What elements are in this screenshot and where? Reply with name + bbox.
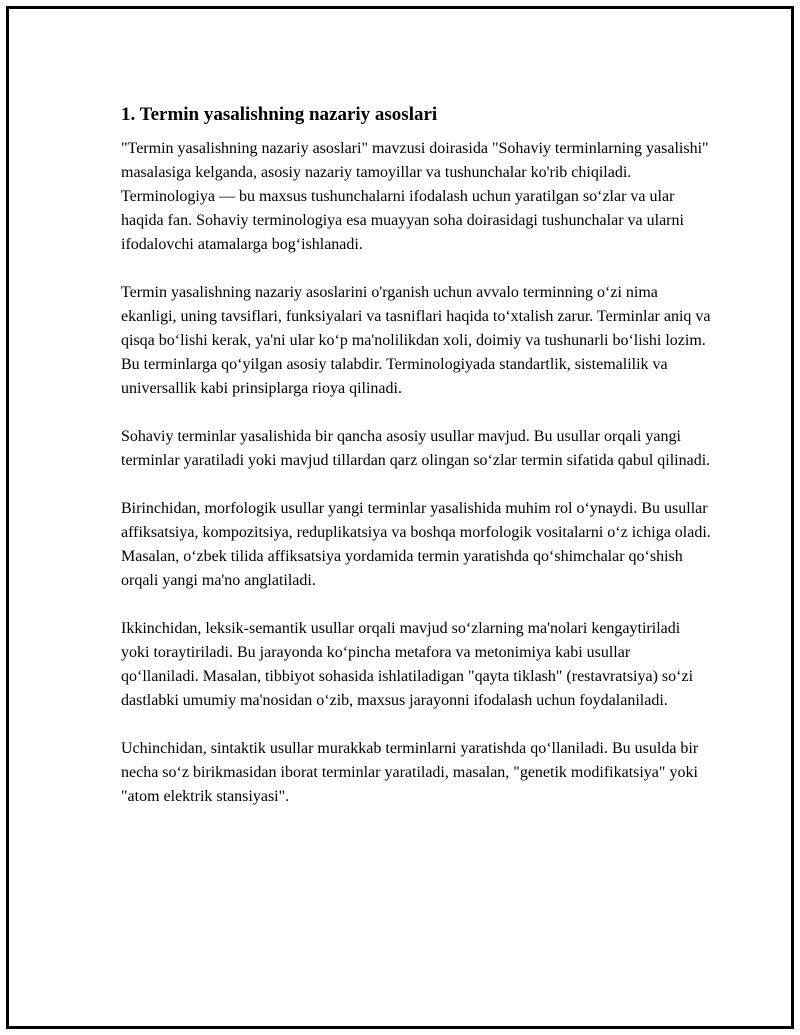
page-frame bbox=[6, 6, 794, 1029]
paragraph-methods: Sohaviy terminlar yasalishida bir qancha asosiy usullar mavjud. Bu usullar orqali yangi terminlar yaratiladi yoki mavjud tillardan qarz olingan so‘zlar termin sifatida qabul qilinadi. bbox=[121, 428, 711, 469]
paragraph-lexical-semantic: Ikkinchidan, leksik-semantik usullar orqali mavjud so‘zlarning ma'nolari kengaytiriladi yoki toraytiriladi. Bu jarayonda ko‘pincha metafora va metonimiya kabi usullar qo‘llaniladi. Masalan, tibbiyot sohasida ishlatiladigan "qayta tiklash" (restavratsiya) so‘zi dastlabki umumiy ma'nosidan o‘zib, maxsus jarayonni ifodalash uchun foydalaniladi. bbox=[121, 620, 694, 709]
paragraph-syntactic: Uchinchidan, sintaktik usullar murakkab terminlarni yaratishda qo‘llaniladi. Bu usulda bir necha so‘z birikmasidan iborat terminlar yaratiladi, masalan, "genetik modifikatsiya" yoki "atom elektrik stansiyasi". bbox=[121, 740, 699, 805]
paragraph-theory: Termin yasalishning nazariy asoslarini o'rganish uchun avvalo terminning o‘zi nima ekanligi, uning tavsiflari, funksiyalari va tasniflari haqida to‘xtalish zarur. Terminlar aniq va qisqa bo‘lishi kerak, ya'ni ular ko‘p ma'nolilikdan xoli, doimiy va tushunarli bo‘lishi lozim. Bu terminlarga qo‘yilgan asosiy talabdir. Terminologiyada standartlik, sistemalilik va universallik kabi prinsiplarga rioya qilinadi. bbox=[121, 284, 711, 397]
page-title: 1. Termin yasalishning nazariy asoslari bbox=[121, 104, 438, 125]
paragraph-morphological: Birinchidan, morfologik usullar yangi terminlar yasalishida muhim rol o‘ynaydi. Bu usullar affiksatsiya, kompozitsiya, reduplikatsiya va boshqa morfologik vositalarni o‘z ichiga oladi. Masalan, o‘zbek tilida affiksatsiya yordamida termin yaratishda qo‘shimchalar qo‘shish orqali yangi ma'no anglatiladi. bbox=[121, 500, 711, 589]
paragraph-intro: "Termin yasalishning nazariy asoslari" mavzusi doirasida "Sohaviy terminlarning yasalishi" masalasiga kelganda, asosiy nazariy tamoyillar va tushunchalar ko'rib chiqiladi. Terminologiya — bu maxsus tushunchalarni ifodalash uchun yaratilgan so‘zlar va ular haqida fan. Sohaviy terminologiya esa muayyan soha doirasidagi tushunchalar va ularni ifodalovchi atamalarga bog‘ishlanadi. bbox=[121, 140, 709, 253]
document-body bbox=[121, 103, 711, 833]
